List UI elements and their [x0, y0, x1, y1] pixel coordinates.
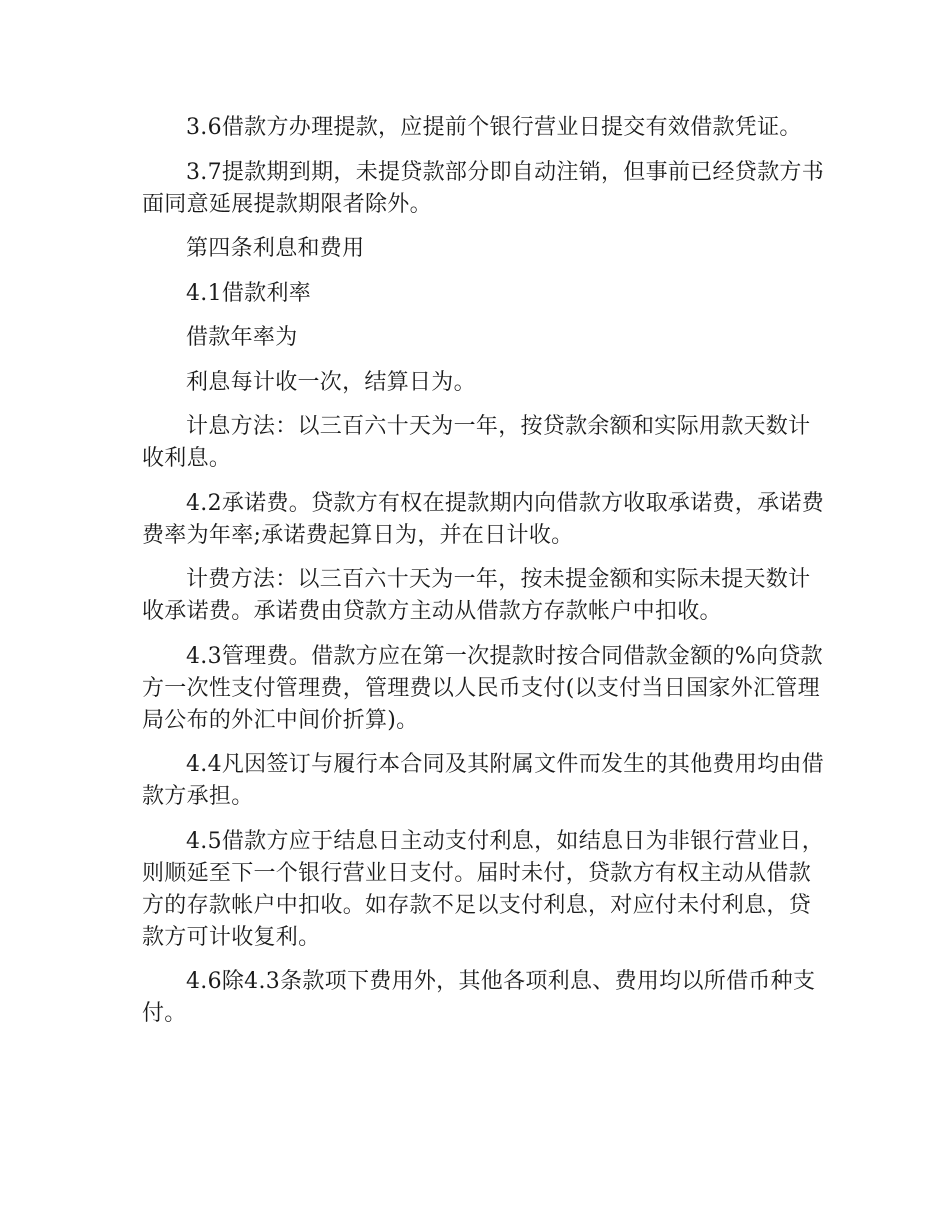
interest-settlement-line: 利息每计收一次，结算日为。 [186, 369, 476, 395]
paragraph-3-7: 3.7提款期到期，未提贷款部分即自动注销，但事前已经贷款方书面同意延展提款期限者除外。 [142, 159, 824, 217]
paragraph-3-6: 3.6借款方办理提款，应提前个银行营业日提交有效借款凭证。 [186, 115, 802, 140]
paragraph-4-3: 4.3管理费。借款方应在第一次提款时按合同借款金额的%向贷款方一次性支付管理费，管理费以人民币支付(以支付当日国家外汇管理局公布的外汇中间价折算)。 [142, 643, 823, 733]
paragraph-4-1: 4.1借款利率 [186, 280, 312, 306]
annual-rate-line: 借款年率为 [186, 325, 298, 350]
paragraph-4-5: 4.5借款方应于结息日主动支付利息，如结息日为非银行营业日，则顺延至下一个银行营业日支付。届时未付，贷款方有权主动从借款方的存款帐户中扣收。如存款不足以支付利息，对应付未付利息，贷款方可计收复利。 [142, 828, 824, 950]
article-4-heading: 第四条利息和费用 [186, 236, 365, 261]
paragraph-4-2: 4.2承诺费。贷款方有权在提款期内向借款方收取承诺费，承诺费费率为年率;承诺费起算日为，并在日计收。 [142, 490, 824, 548]
fee-method-paragraph: 计费方法：以三百六十天为一年，按未提金额和实际未提天数计收承诺费。承诺费由贷款方主动从借款方存款帐户中扣收。 [142, 567, 811, 624]
paragraph-4-4: 4.4凡因签订与履行本合同及其附属文件而发生的其他费用均由借款方承担。 [142, 752, 824, 809]
interest-method-paragraph: 计息方法：以三百六十天为一年，按贷款余额和实际用款天数计收利息。 [142, 414, 811, 471]
document-body [142, 112, 832, 1043]
paragraph-4-6: 4.6除4.3条款项下费用外，其他各项利息、费用均以所借币种支付。 [142, 969, 816, 1026]
